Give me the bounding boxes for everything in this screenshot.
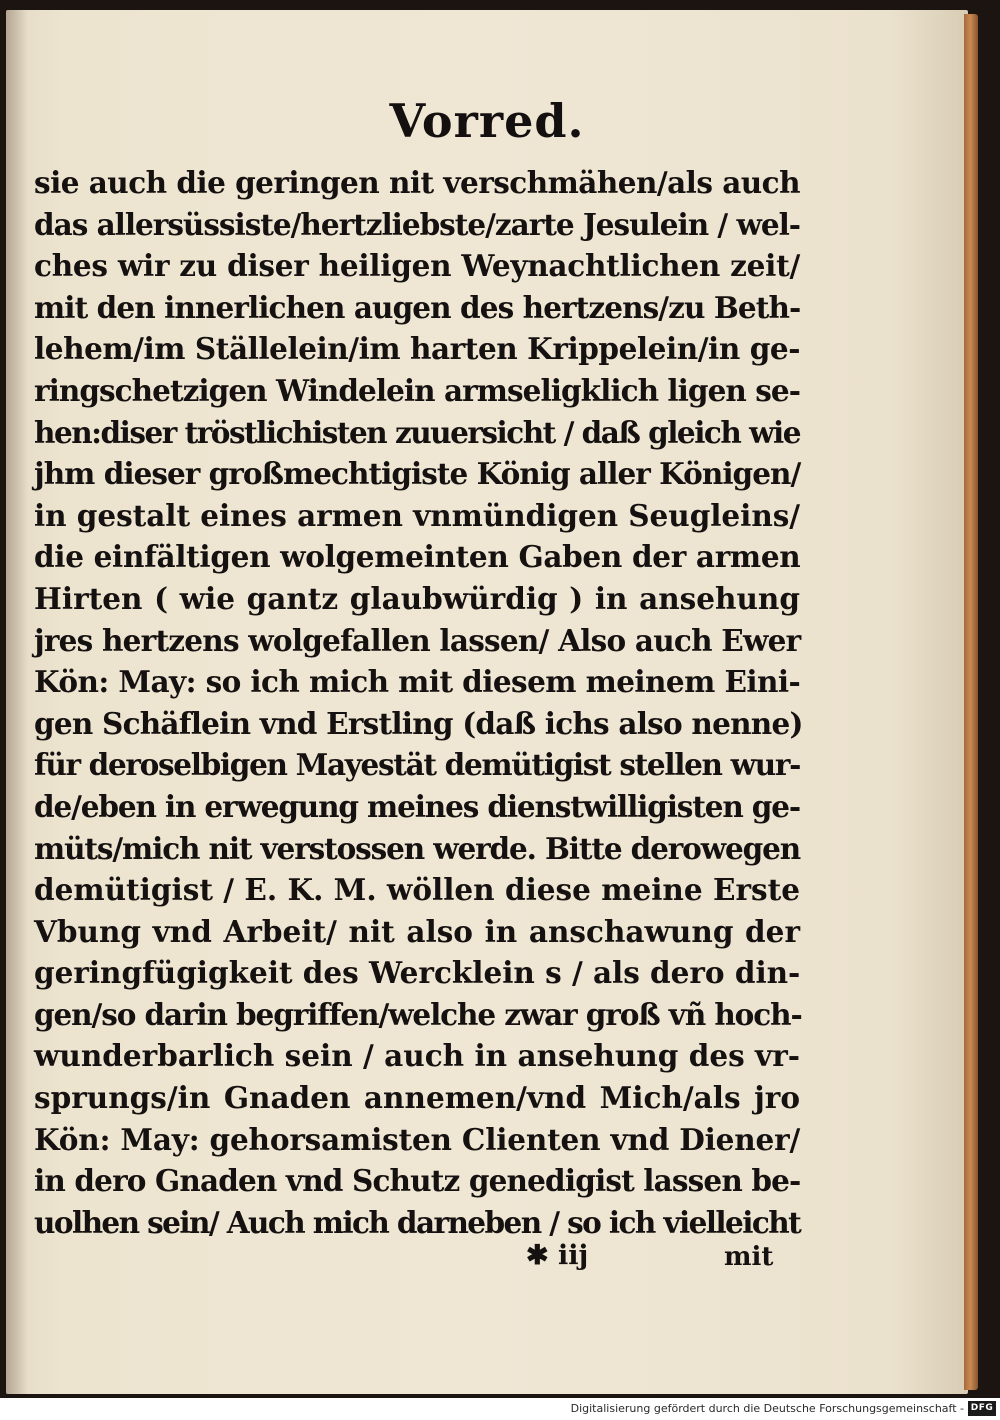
text-line: Kön: May: so ich mich mit diesem meinem Eini- bbox=[34, 664, 801, 700]
text-line: Kön: May: gehorsamisten Clienten vnd Diener/ bbox=[34, 1121, 801, 1157]
text-line: Hirten ( wie gantz glaubwürdig ) in ansehung bbox=[34, 580, 800, 616]
text-line: de/eben in erwegung meines dienstwilligisten ge- bbox=[34, 788, 800, 824]
text-line: hen:diser tröstlichisten zuuersicht / daß gleich wie bbox=[34, 414, 800, 450]
text-line: die einfältigen wolgemeinten Gaben der armen bbox=[34, 539, 801, 575]
text-line: ringschetzigen Windelein armseligklich ligen se- bbox=[34, 372, 800, 408]
book-page bbox=[6, 10, 968, 1394]
text-line: sie auch die geringen nit verschmähen/als auch bbox=[34, 165, 800, 200]
text-line: das allersüssiste/hertzliebste/zarte Jesulein / wel- bbox=[34, 206, 800, 242]
text-line: jres hertzens wolgefallen lassen/ Also auch Ewer bbox=[34, 622, 801, 658]
text-line: ches wir zu diser heiligen Weynachtlichen zeit/ bbox=[34, 248, 800, 284]
text-line: sprungs/in Gnaden annemen/vnd Mich/als jro bbox=[34, 1080, 800, 1116]
dfg-logo: DFG bbox=[968, 1401, 996, 1416]
text-line: gen/so darin begriffen/welche zwar groß vñ hoch- bbox=[34, 996, 802, 1032]
text-line: mit den innerlichen augen des hertzens/zu Beth- bbox=[34, 289, 801, 325]
text-line: uolhen sein/ Auch mich darneben / so ich vielleicht bbox=[34, 1204, 801, 1240]
text-line: lehem/im Ställelein/im harten Krippelein/in ge- bbox=[34, 331, 800, 367]
text-line: für deroselbigen Mayestät demütigist stellen wur- bbox=[34, 747, 800, 783]
footer-credit: Digitalisierung gefördert durch die Deutsche Forschungsgemeinschaft - bbox=[570, 1402, 964, 1415]
text-line: müts/mich nit verstossen werde. Bitte derowegen bbox=[34, 830, 801, 866]
text-line: Vbung vnd Arbeit/ nit also in anschawung der bbox=[34, 913, 800, 949]
signature-mark: ✱ iij bbox=[526, 1240, 589, 1271]
text-line: in gestalt eines armen vnmündigen Seugleins/ bbox=[34, 497, 801, 533]
text-line: jhm dieser großmechtigiste König aller Königen/ bbox=[34, 456, 801, 492]
text-line: gen Schäflein vnd Erstling (daß ichs also nenne) bbox=[34, 705, 803, 741]
running-head: Vorred. bbox=[389, 94, 585, 148]
text-line: geringfügigkeit des Wercklein s / als dero din- bbox=[34, 955, 801, 991]
page-edge bbox=[964, 14, 978, 1390]
text-line: wunderbarlich sein / auch in ansehung des vr- bbox=[34, 1038, 800, 1074]
binding-shadow bbox=[6, 10, 28, 1394]
footer-bar bbox=[0, 1398, 1000, 1420]
body-text bbox=[34, 162, 803, 1243]
catchword: mit bbox=[724, 1242, 774, 1272]
text-line: in dero Gnaden vnd Schutz genedigist lassen be- bbox=[34, 1163, 801, 1199]
text-line: demütigist / E. K. M. wöllen diese meine Erste bbox=[34, 872, 800, 908]
